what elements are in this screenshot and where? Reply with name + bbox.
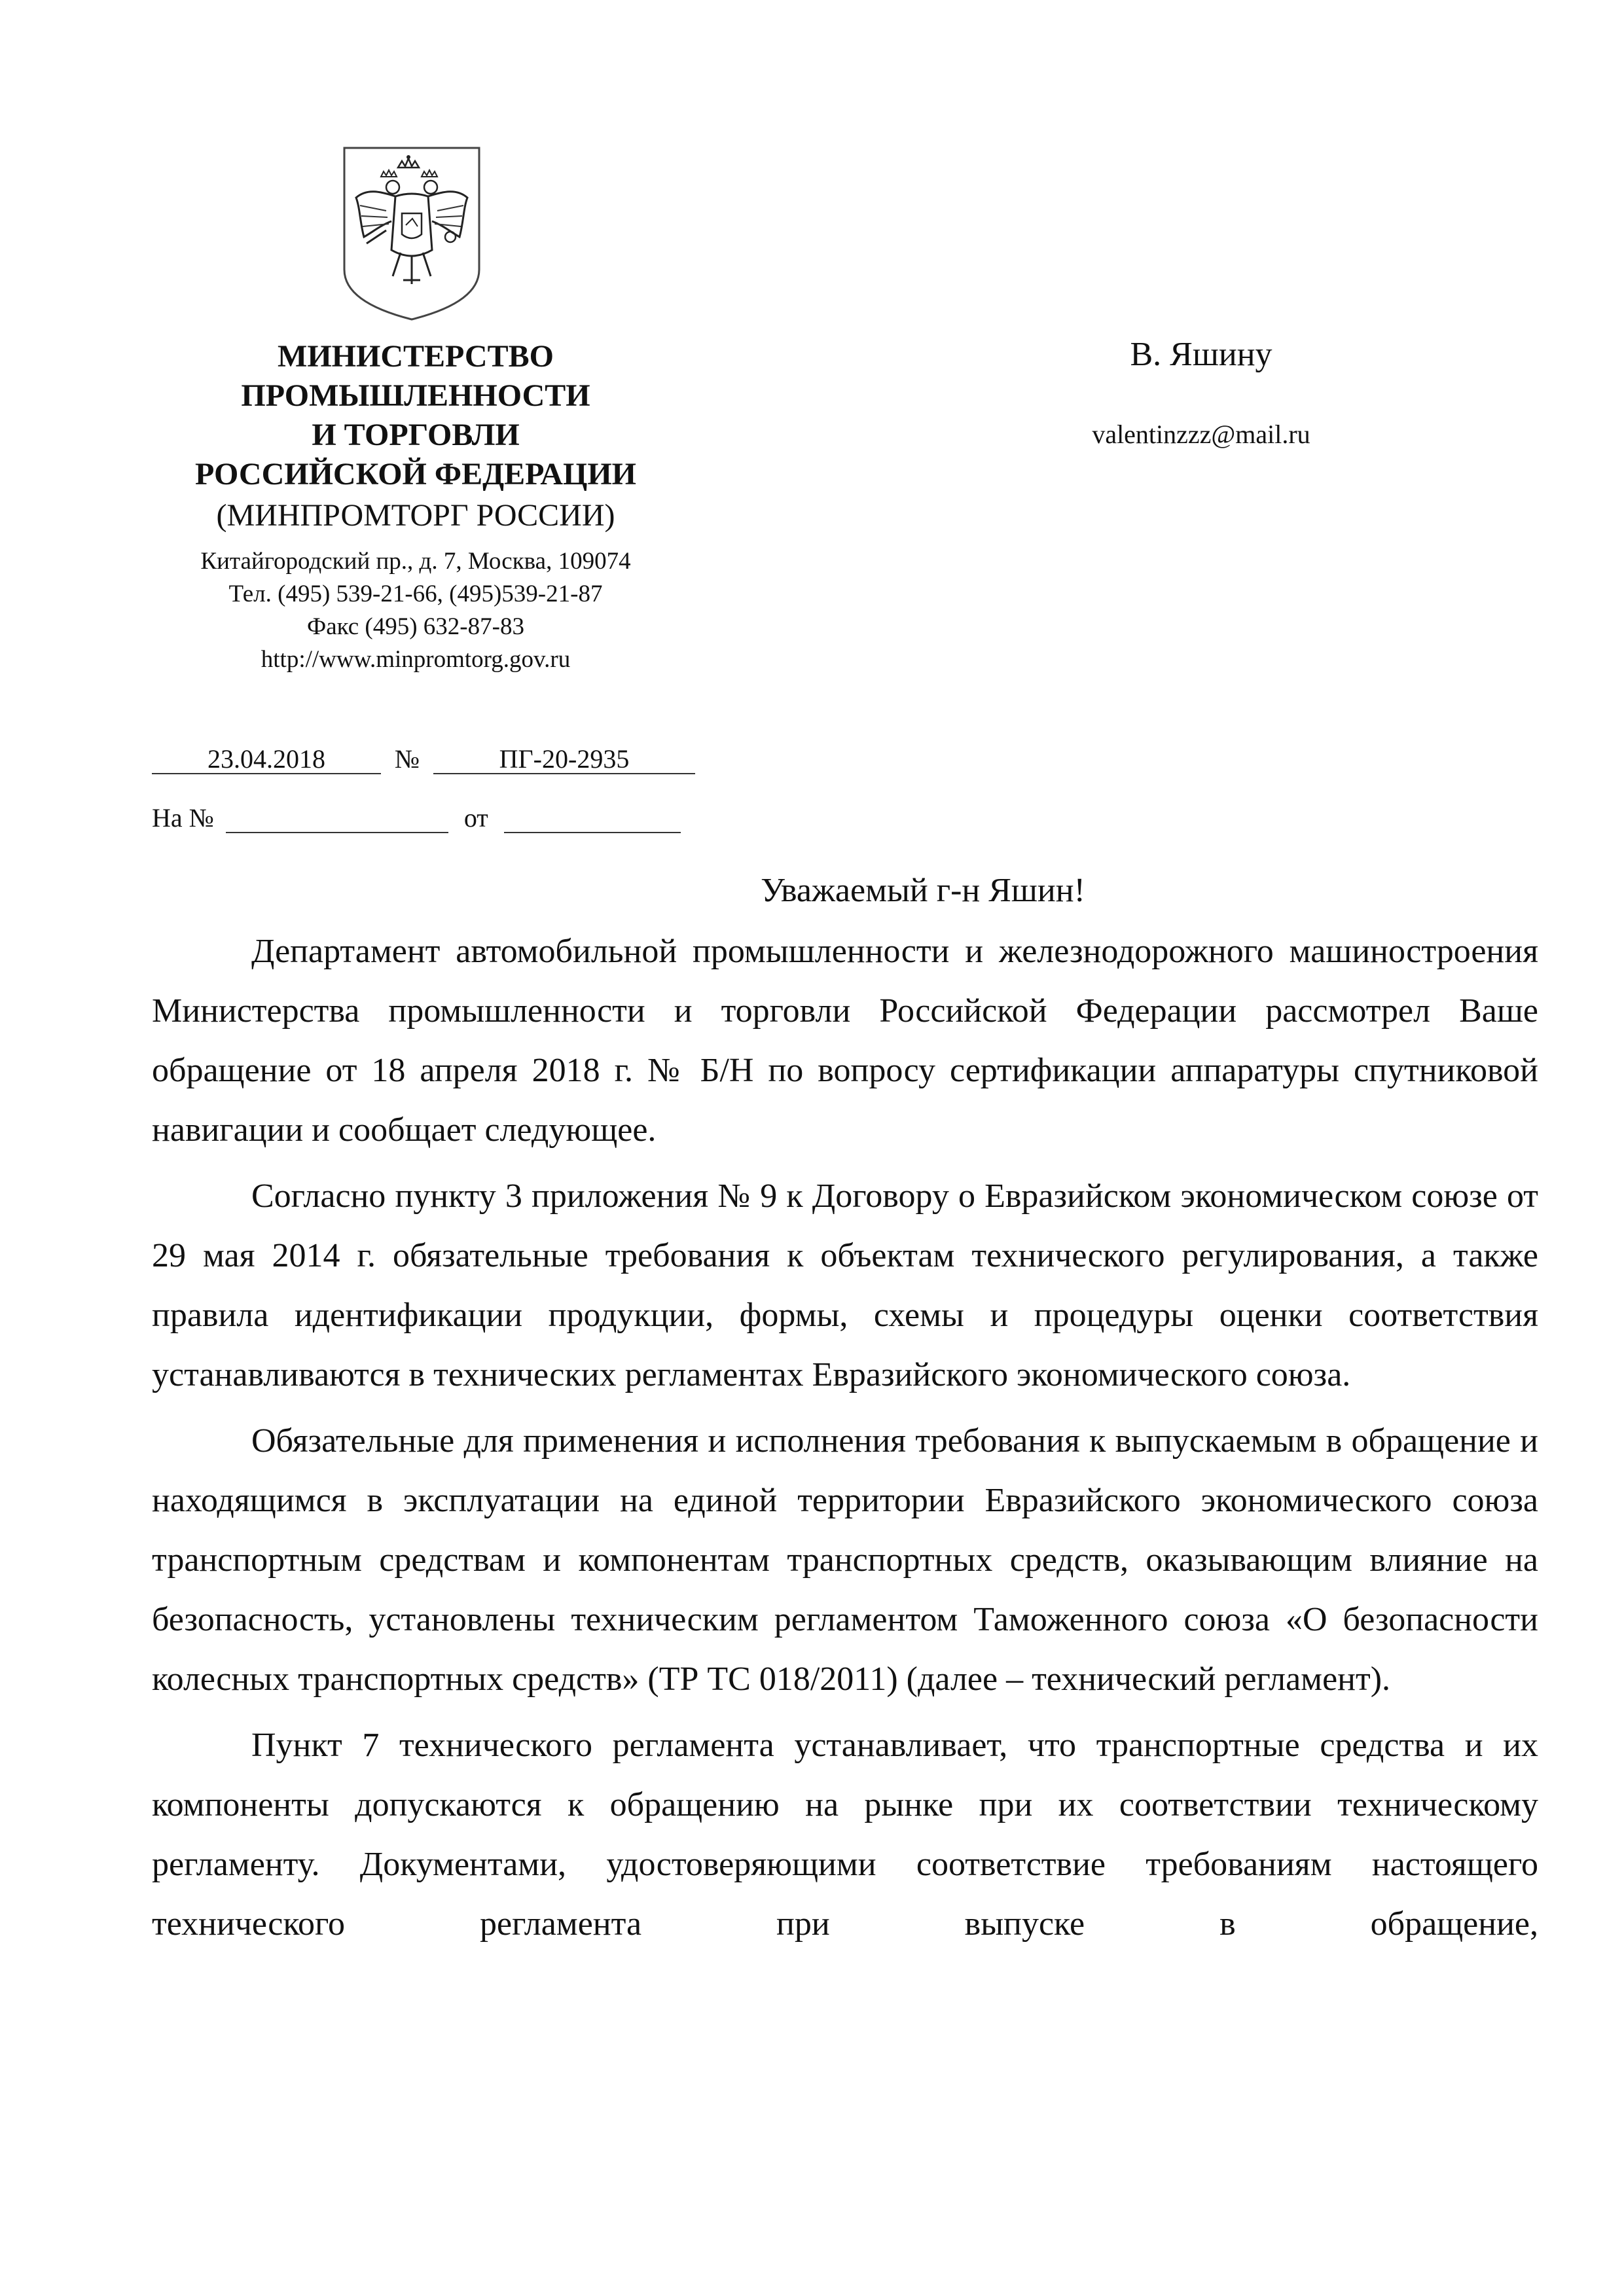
body-paragraph: Согласно пункту 3 приложения № 9 к Договору о Евразийском экономическом союзе от 29 мая 2014 г. обязательные требования к объектам технического регулирования, а также правила идентификации продукции, формы, схемы и процедуры оценки соответствия устанавливаются в технических регламентах Евразийского экономического союза.: [152, 1177, 1538, 1393]
letter-body: [152, 922, 1538, 1954]
body-paragraph: Департамент автомобильной промышленности и железнодорожного машиностроения Министерства промышленности и торговли Российской Федерации рассмотрел Ваше обращение от 18 апреля 2018 г. № Б/Н по вопросу сертификации аппаратуры спутниковой навигации и сообщает следующее.: [152, 933, 1538, 1149]
addressee-block: [1047, 332, 1355, 452]
registration-date: 23.04.2018: [152, 743, 381, 774]
registration-number: ПГ-20-2935: [433, 743, 695, 774]
body-paragraph: Пункт 7 технического регламента устанавливает, что транспортные средства и их компоненты допускаются к обращению на рынке при их соответствии техническому регламенту. Документами, удостоверяющими соответствие требованиям настоящего технического регламента при выпуске в обращение,: [152, 1727, 1538, 1943]
addressee-email: valentinzzz@mail.ru: [1092, 420, 1310, 449]
org-name-line: РОССИЙСКОЙ ФЕДЕРАЦИИ: [194, 457, 637, 492]
org-fax: Факс (495) 632-87-83: [307, 613, 524, 640]
coat-of-arms-icon: [340, 145, 483, 322]
addressee-name: В. Яшину: [1130, 336, 1272, 373]
from-label: от: [463, 803, 488, 833]
body-paragraph: Обязательные для применения и исполнения требования к выпускаемым в обращение и находящимся в эксплуатации на единой территории Евразийского экономического союза транспортным средствам и компонентам транспортных средств, оказывающим влияние на безопасность, установлены техническим регламентом Таможенного союза «О безопасности колесных транспортных средств» (ТР ТС 018/2011) (далее – технический регламент).: [152, 1422, 1538, 1698]
greeting: Уважаемый г-н Яшин!: [761, 872, 1085, 909]
reply-to-label: На №: [152, 803, 214, 833]
org-short-name: (МИНПРОМТОРГ РОССИИ): [216, 498, 615, 533]
number-sign: №: [394, 744, 420, 774]
org-phones: Тел. (495) 539-21-66, (495)539-21-87: [228, 581, 603, 607]
org-name-line: И ТОРГОВЛИ: [312, 418, 520, 452]
org-name-line: ПРОМЫШЛЕННОСТИ: [241, 378, 590, 413]
reply-from-date-blank: [504, 802, 681, 833]
org-name-line: МИНИСТЕРСТВО: [278, 339, 554, 374]
outgoing-registration-line: [152, 743, 695, 776]
reply-to-number-blank: [226, 802, 448, 833]
org-website: http://www.minpromtorg.gov.ru: [261, 646, 571, 673]
reply-reference-line: [152, 802, 681, 834]
org-address: Китайгородский пр., д. 7, Москва, 109074: [200, 548, 631, 575]
letterhead: [124, 337, 707, 676]
